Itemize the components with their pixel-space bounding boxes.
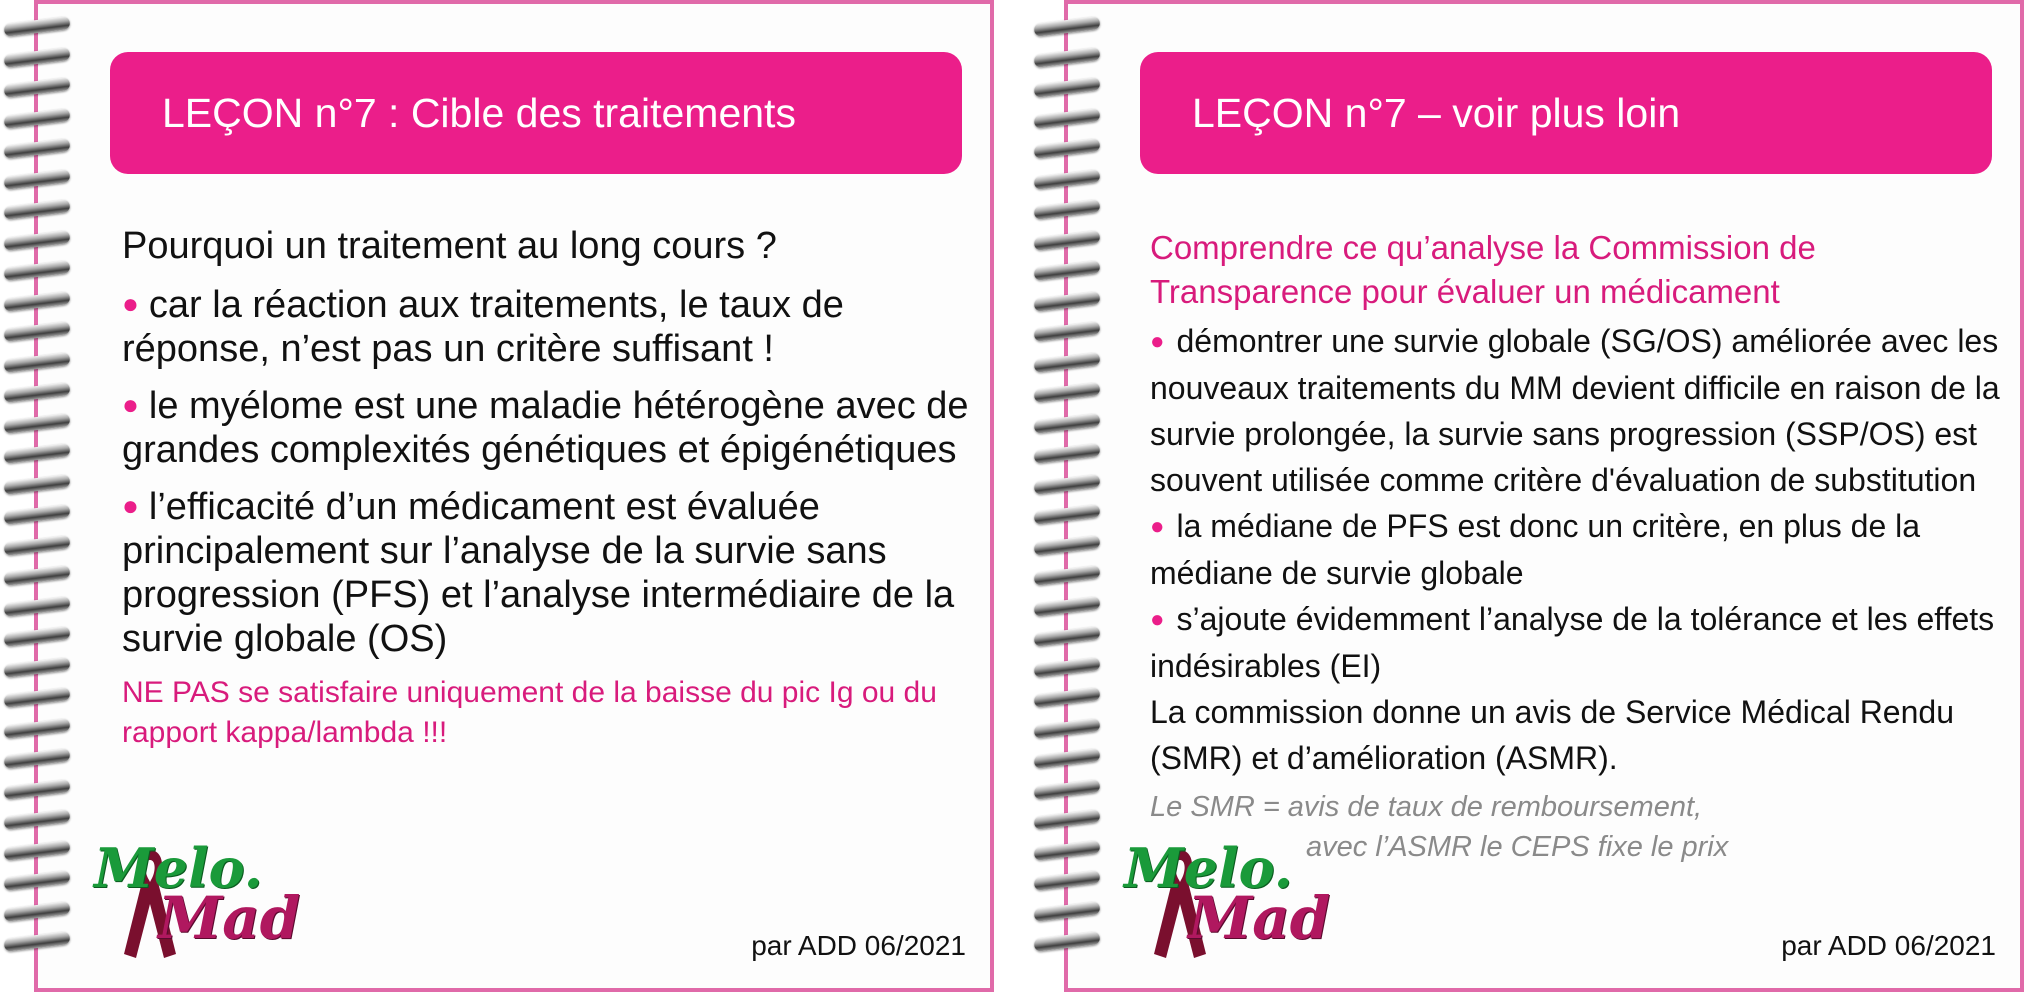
melomad-logo [84, 836, 314, 962]
spiral-ring-icon [3, 535, 70, 556]
spiral-ring-icon [1033, 504, 1100, 525]
spiral-ring-icon [3, 687, 70, 708]
left-spiral-binding [0, 20, 74, 980]
left-question: Pourquoi un traitement au long cours ? [122, 225, 777, 267]
spiral-ring-icon [1033, 901, 1100, 922]
bullet-dot-icon: ● [122, 490, 139, 521]
right-credit: par ADD 06/2021 [1781, 930, 1996, 961]
spiral-ring-icon [1033, 108, 1100, 129]
right-notebook-page [1064, 0, 2024, 992]
spiral-ring-icon [3, 779, 70, 800]
left-credit: par ADD 06/2021 [751, 930, 966, 961]
right-note-line-2: avec l’ASMR le CEPS fixe le prix [1306, 831, 1729, 863]
spiral-ring-icon [3, 47, 70, 68]
left-bullet-2: ● le myélome est une maladie hétérogène avec de grandes complexités génétiques et épigénétiques [122, 385, 969, 471]
spiral-ring-icon [3, 138, 70, 159]
spiral-ring-icon [3, 413, 70, 434]
left-notebook-page [34, 0, 994, 992]
bullet-dot-icon: ● [122, 288, 139, 319]
spiral-ring-icon [1033, 870, 1100, 891]
spiral-ring-icon [3, 382, 70, 403]
spiral-ring-icon [1033, 169, 1100, 190]
spiral-ring-icon [1033, 260, 1100, 281]
logo-word-melo: Melo. [94, 836, 263, 900]
spiral-ring-icon [1033, 77, 1100, 98]
spiral-ring-icon [3, 504, 70, 525]
spiral-ring-icon [3, 321, 70, 342]
spiral-ring-icon [1033, 230, 1100, 251]
spiral-ring-icon [3, 840, 70, 861]
spiral-ring-icon [1033, 199, 1100, 220]
left-bullet-3: ● l’efficacité d’un médicament est évaluée principalement sur l’analyse de la survie sans progression (PFS) et l’analyse intermédiaire de la survie globale (OS) [122, 486, 955, 660]
spiral-ring-icon [1033, 47, 1100, 68]
spiral-ring-icon [3, 169, 70, 190]
bullet-dot-icon: ● [1150, 606, 1165, 633]
right-lesson-title: LEÇON n°7 – voir plus loin [1140, 52, 1992, 174]
spiral-ring-icon [3, 352, 70, 373]
spiral-ring-icon [3, 901, 70, 922]
spiral-ring-icon [1033, 535, 1100, 556]
spiral-ring-icon [3, 291, 70, 312]
spiral-ring-icon [1033, 291, 1100, 312]
spiral-ring-icon [1033, 16, 1100, 37]
spiral-ring-icon [1033, 565, 1100, 586]
spiral-ring-icon [3, 718, 70, 739]
spiral-ring-icon [3, 626, 70, 647]
spiral-ring-icon [1033, 687, 1100, 708]
logo-word-melo: Melo. [1124, 836, 1293, 900]
spiral-ring-icon [3, 870, 70, 891]
bullet-dot-icon: ● [1150, 513, 1165, 540]
spiral-ring-icon [1033, 382, 1100, 403]
spiral-ring-icon [1033, 413, 1100, 434]
spiral-ring-icon [3, 77, 70, 98]
spiral-ring-icon [1033, 809, 1100, 830]
right-paragraph: La commission donne un avis de Service Médical Rendu (SMR) et d’amélioration (ASMR). [1150, 694, 1954, 776]
spiral-ring-icon [3, 108, 70, 129]
melomad-logo [1114, 836, 1344, 962]
spiral-ring-icon [1033, 474, 1100, 495]
spiral-ring-icon [3, 199, 70, 220]
spiral-ring-icon [3, 657, 70, 678]
right-bullet-2: ● la médiane de PFS est donc un critère, en plus de la médiane de survie globale [1150, 508, 1921, 591]
logo-word-mad: Mad [158, 884, 301, 952]
right-page-body [1150, 226, 2010, 867]
spiral-ring-icon [3, 565, 70, 586]
spiral-ring-icon [1033, 138, 1100, 159]
spiral-ring-icon [1033, 779, 1100, 800]
spiral-ring-icon [1033, 443, 1100, 464]
right-spiral-binding [1030, 20, 1104, 980]
spiral-ring-icon [1033, 626, 1100, 647]
spiral-ring-icon [1033, 352, 1100, 373]
spiral-ring-icon [1033, 321, 1100, 342]
spiral-ring-icon [3, 596, 70, 617]
spiral-ring-icon [1033, 840, 1100, 861]
right-subtitle: Comprendre ce qu’analyse la Commission de Transparence pour évaluer un médicament [1150, 229, 1816, 310]
left-bullet-1: ● car la réaction aux traitements, le taux de réponse, n’est pas un critère suffisant ! [122, 284, 844, 370]
spiral-ring-icon [3, 16, 70, 37]
spiral-ring-icon [3, 443, 70, 464]
bullet-dot-icon: ● [1150, 328, 1165, 355]
left-page-body [122, 224, 982, 753]
spiral-ring-icon [3, 260, 70, 281]
spiral-ring-icon [3, 809, 70, 830]
spiral-ring-icon [1033, 657, 1100, 678]
right-note-line-1: Le SMR = avis de taux de remboursement, [1150, 791, 1703, 823]
spiral-ring-icon [3, 931, 70, 952]
spiral-ring-icon [3, 230, 70, 251]
bullet-dot-icon: ● [122, 389, 139, 420]
left-lesson-title: LEÇON n°7 : Cible des traitements [110, 52, 962, 174]
right-bullet-3: ● s’ajoute évidemment l’analyse de la tolérance et les effets indésirables (EI) [1150, 601, 1995, 684]
left-warning: NE PAS se satisfaire uniquement de la baisse du pic Ig ou du rapport kappa/lambda !!! [122, 676, 937, 749]
spiral-ring-icon [1033, 748, 1100, 769]
logo-word-mad: Mad [1188, 884, 1331, 952]
spiral-ring-icon [3, 748, 70, 769]
spiral-ring-icon [1033, 718, 1100, 739]
right-bullet-1: ● démontrer une survie globale (SG/OS) améliorée avec les nouveaux traitements du MM devient difficile en raison de la survie prolongée, la survie sans progression (SSP/OS) est souvent utilisée comme critère d'évaluation de substitution [1150, 323, 2000, 498]
spiral-ring-icon [3, 474, 70, 495]
spiral-ring-icon [1033, 931, 1100, 952]
spiral-ring-icon [1033, 596, 1100, 617]
